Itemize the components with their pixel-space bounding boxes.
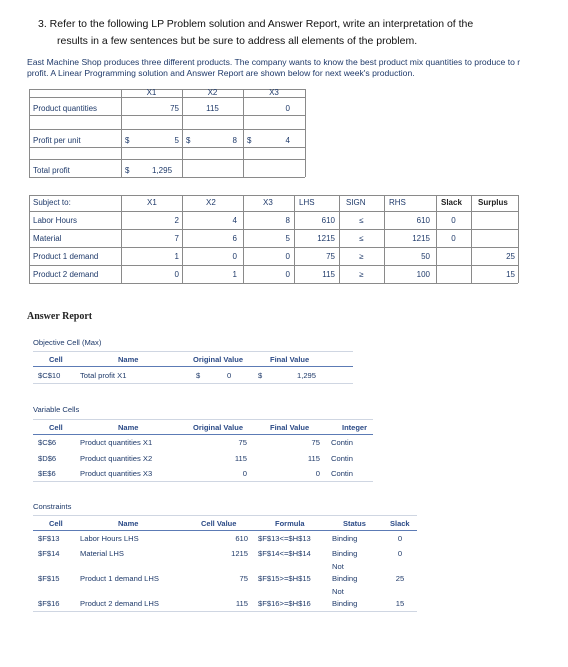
answer-report-title: Answer Report	[27, 311, 93, 322]
header-integer: Integer	[342, 423, 368, 432]
rhs-value: 610	[416, 216, 430, 225]
header-status: Status	[343, 519, 366, 528]
constraint-cell-value: 610	[235, 534, 248, 543]
sign-value: ≥	[359, 270, 364, 279]
lhs-value: 1215	[317, 234, 335, 243]
constraint-name: Labor Hours LHS	[80, 534, 139, 543]
header-cell: Cell	[49, 355, 63, 364]
coef-x2: 6	[232, 234, 237, 243]
constraint-status-prefix: Not	[332, 587, 344, 596]
objective-final-value: 1,295	[297, 371, 317, 380]
constraint-formula: $F$16>=$H$16	[258, 599, 311, 608]
variable-integer: Contin	[331, 438, 353, 447]
currency-symbol: $	[186, 136, 191, 145]
constraint-cell-ref: $F$16	[38, 599, 60, 608]
header-slack: Slack	[390, 519, 410, 528]
coef-x3: 5	[285, 234, 290, 243]
constraint-slack: 25	[395, 574, 405, 583]
header-final-value: Final Value	[270, 355, 310, 364]
header-name: Name	[118, 423, 139, 432]
constraint-cell-ref: $F$15	[38, 574, 60, 583]
constraint-name: Product 2 demand LHS	[80, 599, 159, 608]
coef-x1: 0	[174, 270, 179, 279]
profit-per-unit-label: Profit per unit	[33, 136, 81, 145]
variable-final-value: 0	[315, 469, 320, 478]
intro-line-2: profit. A Linear Programming solution and Answer Report are shown below for next week's production.	[27, 68, 415, 78]
total-profit-value: 1,295	[152, 166, 173, 175]
surplus-value: 15	[506, 270, 515, 279]
objective-name: Total profit X1	[80, 371, 127, 380]
variable-final-value: 75	[311, 438, 320, 447]
constraint-cell-ref: $F$14	[38, 549, 60, 558]
constraint-formula: $F$13<=$H$13	[258, 534, 311, 543]
constraint-row-label: Product 2 demand	[33, 270, 99, 279]
product-quantity-x2: 115	[206, 104, 219, 113]
constraint-slack: 0	[397, 534, 403, 543]
sign-value: ≤	[359, 216, 364, 225]
variable-name: Product quantities X3	[80, 469, 153, 478]
profit-x2: 8	[232, 136, 237, 145]
coef-x3: 0	[285, 270, 290, 279]
objective-orig-currency: $	[196, 371, 201, 380]
lhs-value: 610	[321, 216, 335, 225]
header-name: Name	[118, 355, 139, 364]
sign-value: ≥	[359, 252, 364, 261]
product-quantity-x3: 0	[285, 104, 290, 113]
coef-x2: 0	[232, 252, 237, 261]
coef-x1: 2	[174, 216, 179, 225]
variable-section-title: Variable Cells	[33, 405, 80, 414]
surplus-header: Surplus	[478, 198, 508, 207]
variable-integer: Contin	[331, 469, 353, 478]
header-original-value: Original Value	[193, 423, 244, 432]
slack-value: 0	[451, 216, 456, 225]
constraint-slack: 15	[395, 599, 405, 608]
constraint-status: Binding	[332, 549, 358, 558]
subject-to-header: Subject to:	[33, 198, 71, 207]
variable-orig-value: 75	[238, 438, 247, 447]
variable-orig-value: 115	[234, 454, 247, 463]
constraint-cell-value: 75	[239, 574, 248, 583]
rhs-value: 1215	[412, 234, 430, 243]
coef-x2: 1	[232, 270, 237, 279]
constraint-row-label: Labor Hours	[33, 216, 78, 225]
constraint-name: Product 1 demand LHS	[80, 574, 159, 583]
header-cell: Cell	[49, 519, 63, 528]
x2-header: X2	[206, 198, 216, 207]
constraints-section-title: Constraints	[33, 502, 72, 511]
objective-cell-ref: $C$10	[38, 371, 61, 380]
variable-integer: Contin	[331, 454, 353, 463]
constraint-cell-value: 115	[235, 599, 248, 608]
coef-x2: 4	[232, 216, 237, 225]
coef-x1: 7	[174, 234, 179, 243]
constraint-formula: $F$14<=$H$14	[258, 549, 311, 558]
rhs-value: 100	[416, 270, 430, 279]
coef-x3: 0	[285, 252, 290, 261]
constraint-status: Binding	[332, 534, 358, 543]
constraint-name: Material LHS	[80, 549, 124, 558]
question-line-2: results in a few sentences but be sure to address all elements of the problem.	[57, 35, 418, 47]
profit-x3: 4	[285, 136, 290, 145]
product-quantities-label: Product quantities	[33, 104, 98, 113]
header-final-value: Final Value	[270, 423, 310, 432]
slack-value: 0	[451, 234, 456, 243]
surplus-value: 25	[506, 252, 515, 261]
objective-section-title: Objective Cell (Max)	[33, 338, 102, 347]
rhs-header: RHS	[389, 198, 406, 207]
question-line-1: 3. Refer to the following LP Problem solution and Answer Report, write an interpretation of the	[38, 18, 474, 30]
col-header-x2: X2	[207, 88, 218, 97]
total-profit-label: Total profit	[33, 166, 70, 175]
x3-header: X3	[263, 198, 273, 207]
header-formula: Formula	[275, 519, 305, 528]
constraint-slack: 0	[397, 549, 403, 558]
constraint-status: Binding	[332, 574, 358, 583]
variable-cell-ref: $E$6	[38, 469, 56, 478]
variable-name: Product quantities X1	[80, 438, 153, 447]
header-cell-value: Cell Value	[201, 519, 237, 528]
coef-x3: 8	[285, 216, 290, 225]
objective-orig-value: 0	[227, 371, 232, 380]
variable-final-value: 115	[307, 454, 320, 463]
lhs-header: LHS	[299, 198, 315, 207]
constraint-formula: $F$15>=$H$15	[258, 574, 311, 583]
constraint-row-label: Material	[33, 234, 62, 243]
slack-header: Slack	[441, 198, 462, 207]
lhs-value: 115	[322, 270, 335, 279]
currency-symbol: $	[247, 136, 252, 145]
col-header-x3: X3	[269, 88, 279, 97]
coef-x1: 1	[174, 252, 179, 261]
col-header-x1: X1	[146, 88, 157, 97]
x1-header: X1	[147, 198, 157, 207]
constraint-cell-ref: $F$13	[38, 534, 60, 543]
variable-orig-value: 0	[242, 469, 247, 478]
variable-cell-ref: $D$6	[38, 454, 57, 463]
profit-x1: 5	[174, 136, 179, 145]
header-name: Name	[118, 519, 139, 528]
header-cell: Cell	[49, 423, 63, 432]
product-quantity-x1: 75	[170, 104, 179, 113]
variable-cell-ref: $C$6	[38, 438, 57, 447]
header-original-value: Original Value	[193, 355, 244, 364]
objective-final-currency: $	[258, 371, 263, 380]
currency-symbol: $	[125, 136, 130, 145]
sign-header: SIGN	[346, 198, 366, 207]
constraint-cell-value: 1215	[231, 549, 248, 558]
lhs-value: 75	[326, 252, 335, 261]
variable-name: Product quantities X2	[80, 454, 153, 463]
constraint-status: Binding	[332, 599, 358, 608]
rhs-value: 50	[421, 252, 430, 261]
intro-line-1: East Machine Shop produces three different products. The company wants to know the best product mix quantities to produce to r	[27, 57, 521, 67]
sign-value: ≤	[359, 234, 364, 243]
constraint-row-label: Product 1 demand	[33, 252, 99, 261]
currency-symbol: $	[125, 166, 130, 175]
constraint-status-prefix: Not	[332, 562, 344, 571]
